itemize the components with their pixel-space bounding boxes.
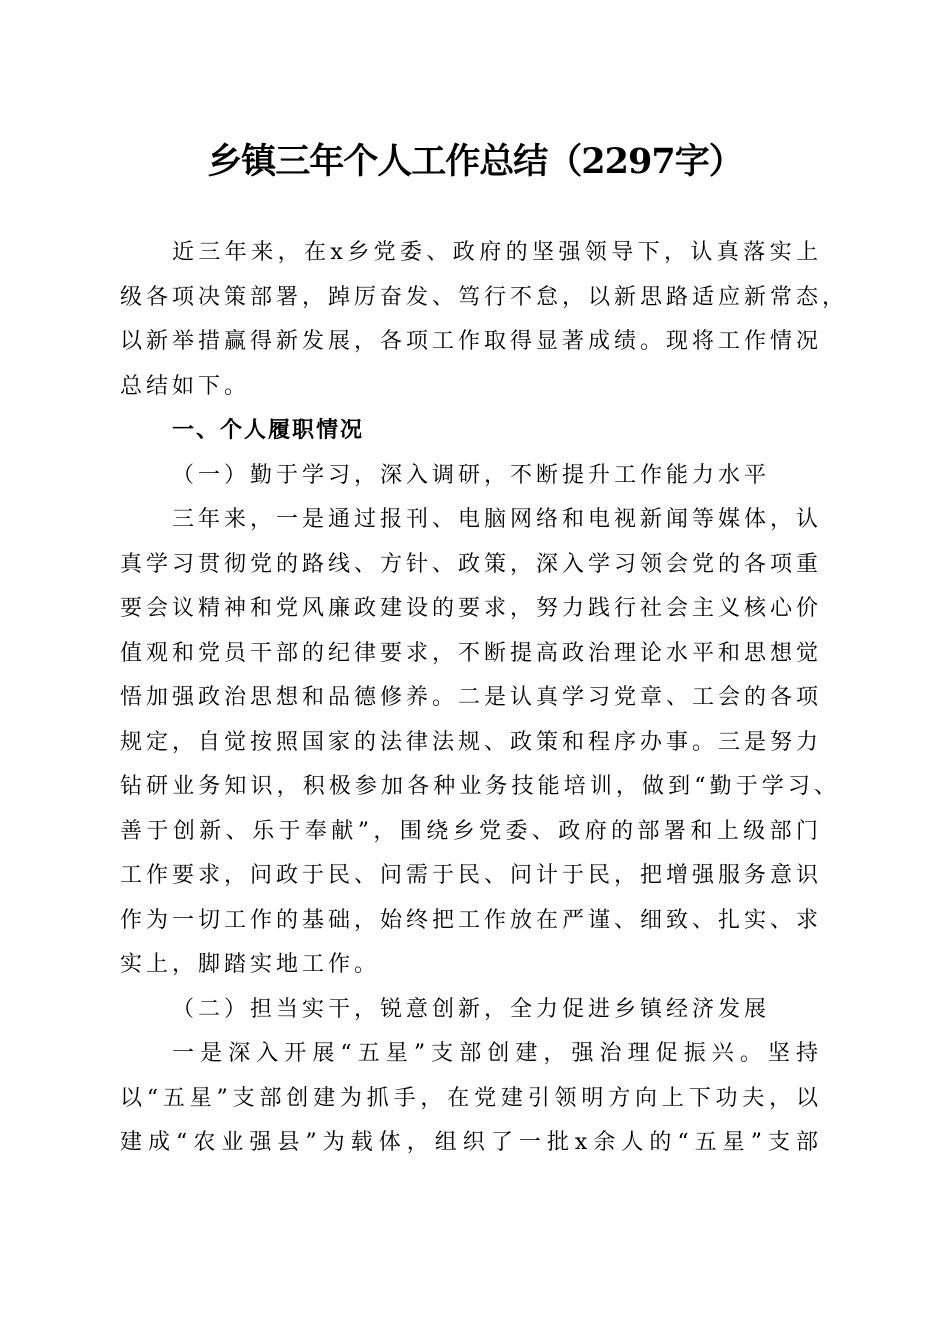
subsection-heading: （二）担当实干，锐意创新，全力促进乡镇经济发展: [172, 996, 771, 1022]
document-title: 乡镇三年个人工作总结（2297字）: [207, 141, 743, 182]
paragraph-line: 要会议精神和党风廉政建设的要求，努力践行社会主义核心价: [120, 596, 823, 621]
paragraph-line: 以“五星”支部创建为抓手，在党建引领明方向上下功夫，以: [120, 1085, 822, 1111]
paragraph-line: 钻研业务知识，积极参加各种业务技能培训，做到“勤于学习、: [120, 774, 840, 799]
paragraph-line: 一是深入开展“五星”支部创建，强治理促振兴。坚持: [172, 1041, 822, 1066]
paragraph-line: 真学习贯彻党的路线、方针、政策，深入学习领会党的各项重: [120, 551, 823, 577]
paragraph-line: 以新举措赢得新发展，各项工作取得显著成绩。现将工作情况: [120, 329, 823, 354]
paragraph-line: 善于创新、乐于奉献”，围绕乡党委、政府的部署和上级部门: [120, 818, 822, 844]
paragraph-line: 规定，自觉按照国家的法律法规、政策和程序办事。三是努力: [120, 729, 823, 755]
paragraph-line: 作为一切工作的基础，始终把工作放在严谨、细致、扎实、求: [120, 907, 823, 933]
paragraph-line: 工作要求，问政于民、问需于民、问计于民，把增强服务意识: [120, 863, 823, 888]
paragraph-line: 实上，脚踏实地工作。: [120, 952, 381, 977]
paragraph-line: 近三年来，在x乡党委、政府的坚强领导下，认真落实上: [172, 240, 822, 265]
paragraph-line: 三年来，一是通过报刊、电脑网络和电视新闻等媒体，认: [172, 507, 823, 532]
subsection-heading: （一）勤于学习，深入调研，不断提升工作能力水平: [172, 462, 771, 488]
paragraph-line: 建成“农业强县”为载体，组织了一批x余人的“五星”支部: [120, 1130, 822, 1155]
paragraph-line: 总结如下。: [120, 373, 251, 399]
section-heading: 一、个人履职情况: [172, 418, 365, 443]
paragraph-line: 值观和党员干部的纪律要求，不断提高政治理论水平和思想觉: [120, 640, 823, 666]
paragraph-line: 悟加强政治思想和品德修养。二是认真学习党章、工会的各项: [120, 685, 823, 710]
paragraph-line: 级各项决策部署，踔厉奋发、笃行不怠，以新思路适应新常态，: [120, 284, 849, 310]
